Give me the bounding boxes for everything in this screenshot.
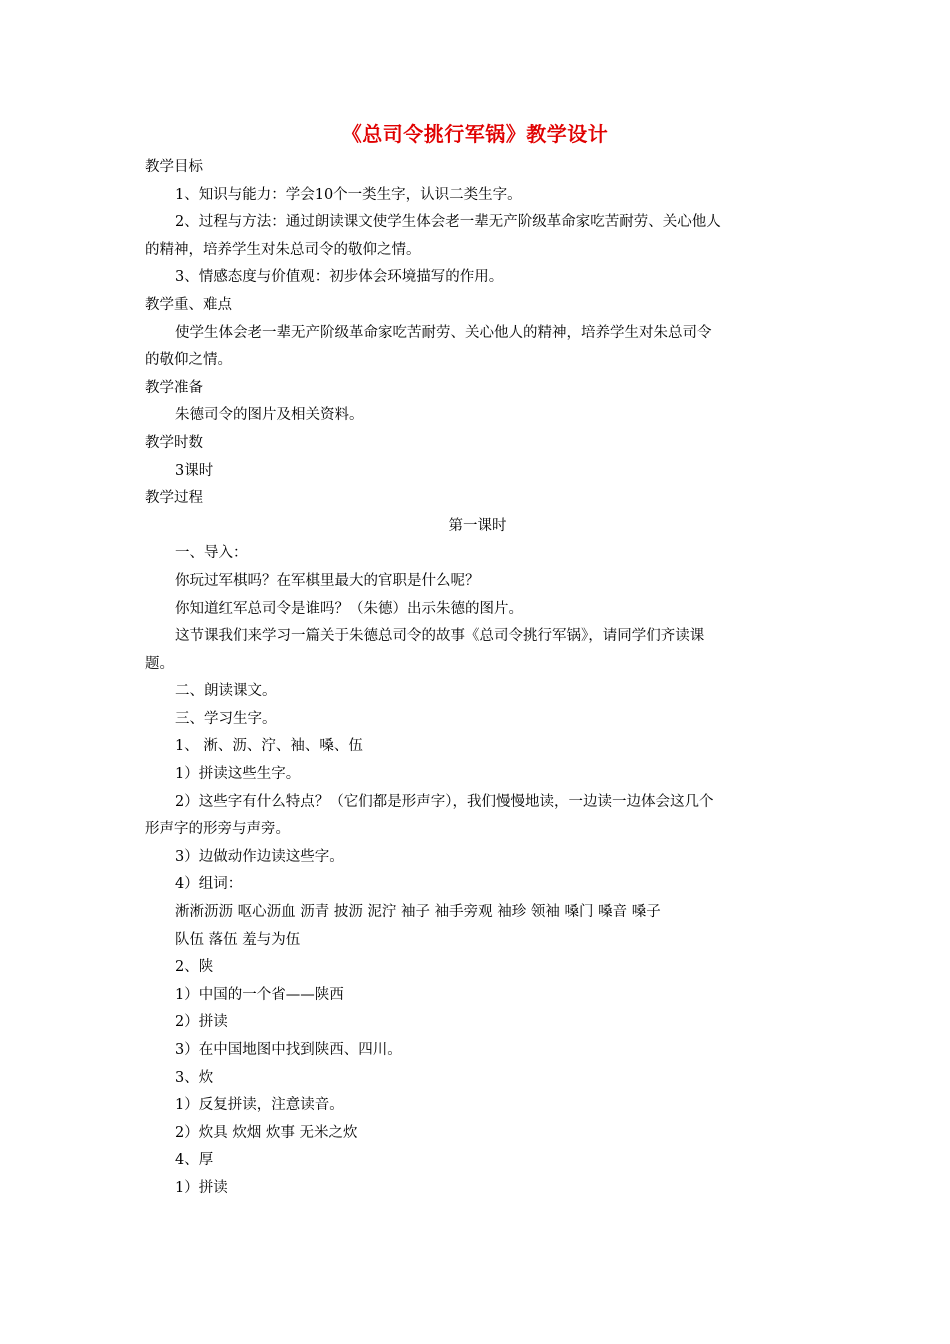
body-line: 3、炊: [175, 1069, 214, 1086]
document-title: 《总司令挑行军锅》教学设计: [341, 122, 609, 146]
document-body: [145, 154, 810, 1203]
body-line: 2）这些字有什么特点？（它们都是形声字），我们慢慢地读，一边读一边体会这几个: [175, 793, 714, 810]
body-line: 3课时: [175, 462, 214, 479]
lesson-heading: 第一课时: [448, 517, 507, 534]
body-line: 3）在中国地图中找到陕西、四川。: [175, 1042, 402, 1058]
body-line: 你知道红军总司令是谁吗？（朱德）出示朱德的图片。: [175, 600, 523, 617]
body-line: 使学生体会老一辈无产阶级革命家吃苦耐劳、关心他人的精神，培养学生对朱总司令: [175, 324, 712, 341]
body-line: 你玩过军棋吗？在军棋里最大的官职是什么呢？: [175, 572, 480, 589]
section-line: 教学时数: [145, 434, 203, 451]
body-line: 这节课我们来学习一篇关于朱德总司令的故事《总司令挑行军锅》，请同学们齐读课: [175, 628, 705, 645]
body-line: 1）拼读: [175, 1179, 228, 1196]
body-line: 一、导入：: [175, 545, 248, 562]
section-line: 的精神，培养学生对朱总司令的敬仰之情。: [145, 241, 421, 258]
body-line: 2、过程与方法：通过朗读课文使学生体会老一辈无产阶级革命家吃苦耐劳、关心他人: [175, 214, 721, 231]
body-line: 1）反复拼读，注意读音。: [175, 1097, 344, 1114]
section-line: 形声字的形旁与声旁。: [145, 821, 290, 838]
body-line: 1、 淅、沥、泞、袖、嗓、伍: [175, 738, 363, 755]
section-line: 教学过程: [145, 490, 203, 507]
body-line: 1）拼读这些生字。: [175, 766, 301, 783]
section-line: 教学目标: [145, 159, 203, 175]
section-line: 教学准备: [145, 379, 203, 396]
section-line: 的敬仰之情。: [145, 352, 232, 369]
body-line: 4、厚: [175, 1152, 214, 1169]
body-line: 2、陕: [175, 959, 214, 976]
body-line: 朱德司令的图片及相关资料。: [175, 407, 364, 424]
body-line: 2）拼读: [175, 1014, 228, 1031]
body-line: 二、朗读课文。: [175, 683, 277, 700]
body-line: 2）炊具 炊烟 炊事 无米之炊: [175, 1124, 358, 1141]
body-line: 淅淅沥沥 呕心沥血 沥青 披沥 泥泞 袖子 袖手旁观 袖珍 领袖 嗓门 嗓音 嗓子: [175, 904, 661, 921]
body-line: 1、知识与能力：学会10个一类生字，认识二类生字。: [175, 186, 522, 203]
body-line: 4）组词：: [175, 876, 243, 893]
body-line: 1）中国的一个省——陕西: [175, 986, 344, 1003]
body-line: 队伍 落伍 羞与为伍: [175, 931, 301, 948]
body-line: 3、情感态度与价值观：初步体会环境描写的作用。: [175, 269, 504, 286]
body-line: 3）边做动作边读这些字。: [175, 848, 344, 865]
section-line: 教学重、难点: [145, 296, 232, 313]
body-line: 三、学习生字。: [175, 710, 277, 727]
section-line: 题。: [145, 655, 174, 672]
